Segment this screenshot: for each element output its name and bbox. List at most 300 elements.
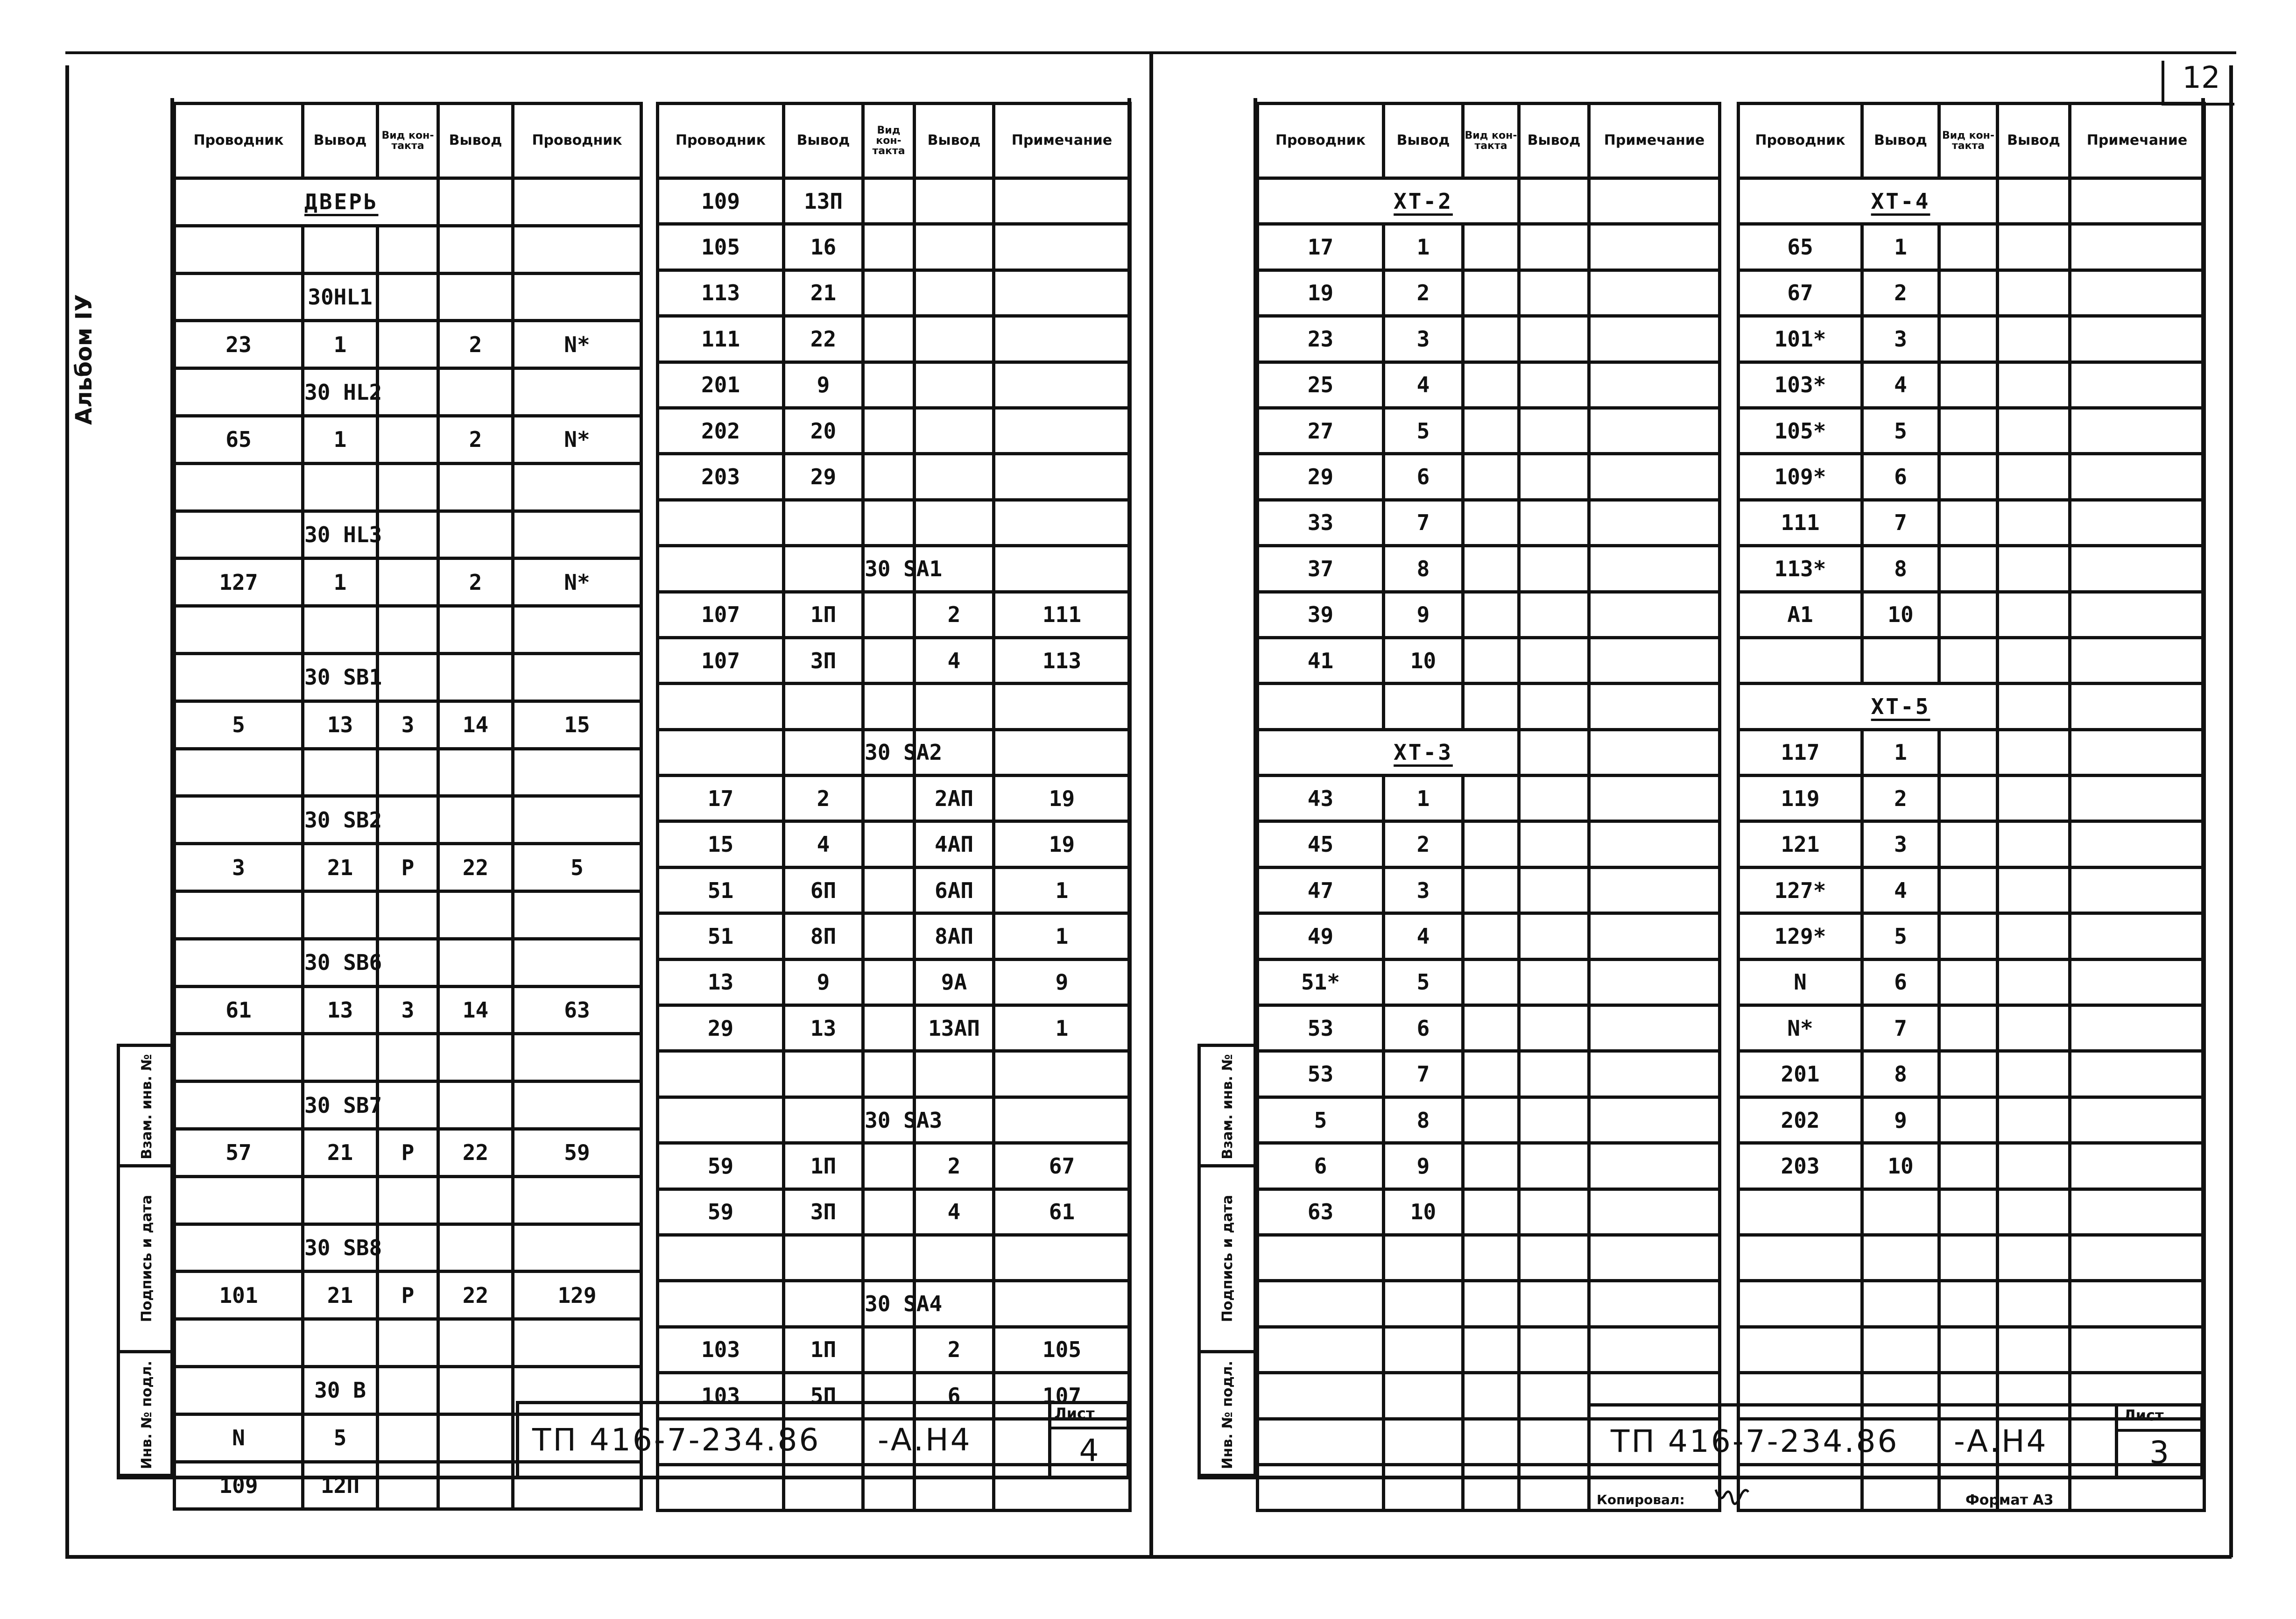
table-cell: [378, 559, 438, 606]
table-cell: N*: [513, 559, 641, 606]
table-cell: [1939, 546, 1998, 592]
table-cell: [175, 796, 303, 844]
table-row: [175, 226, 641, 273]
header-conductor: Проводник: [175, 104, 303, 178]
table-cell: [1463, 913, 1519, 959]
table-row: [658, 637, 1130, 683]
table-cell: 111: [994, 592, 1130, 637]
doc-suffix-right: -А.Н4: [1954, 1423, 2048, 1459]
header-terminal: Вывод: [784, 104, 863, 178]
table-cell: [1998, 1189, 2070, 1235]
table-cell: [378, 226, 438, 273]
table-cell: [1589, 270, 1720, 316]
table-cell: 30 SA2: [863, 729, 915, 775]
table-cell: [863, 821, 915, 867]
table-cell: [1939, 454, 1998, 500]
table-cell: [1519, 1143, 1589, 1189]
table-row: [175, 321, 641, 368]
side-label-inv: Инв. № подл.: [1219, 1360, 1236, 1470]
table-cell: [863, 867, 915, 913]
table-cell: [863, 1235, 915, 1280]
table-cell: [915, 316, 994, 362]
table-cell: [513, 749, 641, 796]
table-row: [658, 178, 1130, 224]
table-cell: [1739, 1235, 1862, 1280]
table-cell: [378, 178, 438, 226]
table-cell: [1998, 1281, 2070, 1327]
table-cell: [863, 684, 915, 729]
table-cell: 30 SA3: [863, 1097, 915, 1143]
table-cell: 2: [438, 321, 513, 368]
table-cell: 4: [784, 821, 863, 867]
table-row: [175, 511, 641, 559]
table-cell: [175, 891, 303, 939]
table-cell: [1519, 1373, 1589, 1419]
table-cell: [863, 178, 915, 224]
header-contact-type: Вид кон-такта: [1463, 104, 1519, 178]
table-row: [658, 316, 1130, 362]
table-cell: 67: [994, 1143, 1130, 1189]
table-cell: 113*: [1739, 546, 1862, 592]
table-cell: N*: [1739, 1005, 1862, 1051]
header-terminal: Вывод: [1519, 104, 1589, 178]
table-cell: [1939, 913, 1998, 959]
table-cell: 22: [438, 1272, 513, 1319]
table-cell: 45: [1258, 821, 1384, 867]
table-cell: [863, 776, 915, 821]
table-cell: [2070, 1281, 2204, 1327]
table-cell: 7: [1862, 500, 1939, 545]
table-cell: 14: [438, 986, 513, 1034]
table-cell: [1384, 1327, 1463, 1372]
table-cell: 1: [303, 559, 378, 606]
table-cell: [994, 546, 1130, 592]
table-cell: 1П: [784, 592, 863, 637]
table-cell: 3: [1384, 867, 1463, 913]
table-cell: [784, 1051, 863, 1097]
table-row: [1258, 729, 1720, 775]
table-cell: 29: [658, 1005, 784, 1051]
table-cell: [1589, 684, 1720, 729]
table-cell: [1463, 776, 1519, 821]
doc-suffix-left: -А.Н4: [878, 1422, 972, 1458]
header-contact-type: Вид кон-такта: [863, 104, 915, 178]
table-cell: [994, 454, 1130, 500]
table-cell: [1519, 1281, 1589, 1327]
table-cell: [1519, 1051, 1589, 1097]
table-cell: [513, 463, 641, 511]
table-cell: 1: [303, 416, 378, 463]
table-cell: 13: [303, 986, 378, 1034]
header-contact-type: Вид кон-такта: [1939, 104, 1998, 178]
table-row: [175, 273, 641, 321]
table-cell: [1463, 1281, 1519, 1327]
table-cell: N*: [513, 321, 641, 368]
table-cell: [1998, 316, 2070, 362]
table-cell: 113: [658, 270, 784, 316]
doc-code-right: ТП 416-7-234.86: [1611, 1423, 1899, 1459]
table-cell: [1519, 821, 1589, 867]
table-cell: [1463, 1051, 1519, 1097]
table-cell: [915, 454, 994, 500]
table-cell: 3П: [784, 1189, 863, 1235]
table-cell: [994, 1051, 1130, 1097]
table-cell: 129*: [1739, 913, 1862, 959]
table-cell: [513, 1082, 641, 1129]
table-cell: [438, 606, 513, 654]
table-cell: [1998, 867, 2070, 913]
table-cell: 1: [994, 913, 1130, 959]
table-row: [1739, 637, 2204, 683]
table-row: [1739, 178, 2204, 224]
table-row: [658, 454, 1130, 500]
table-cell: [1589, 959, 1720, 1005]
table-cell: 29: [1258, 454, 1384, 500]
table-cell: 59: [658, 1189, 784, 1235]
table-cell: [2070, 1051, 2204, 1097]
table-cell: [1739, 178, 1862, 224]
table-cell: [438, 749, 513, 796]
table-cell: 43: [1258, 776, 1384, 821]
table-cell: [1384, 684, 1463, 729]
table-row: [658, 224, 1130, 270]
table-cell: [1463, 592, 1519, 637]
table-cell: [994, 270, 1130, 316]
table-cell: [994, 362, 1130, 408]
table-cell: 109: [658, 178, 784, 224]
table-body: [1258, 178, 1720, 1511]
table-body: [175, 178, 641, 1509]
table-cell: [1998, 1051, 2070, 1097]
table-cell: 8: [1384, 546, 1463, 592]
table-cell: 103: [658, 1373, 784, 1419]
table-cell: 5: [1384, 408, 1463, 453]
table-row: [1258, 408, 1720, 453]
table-cell: [1463, 224, 1519, 270]
table-cell: 101*: [1739, 316, 1862, 362]
table-cell: 107: [994, 1373, 1130, 1419]
table-cell: 109: [175, 1462, 303, 1509]
table-cell: 2: [915, 1143, 994, 1189]
table-cell: [784, 546, 863, 592]
table-row: [1739, 1097, 2204, 1143]
table-cell: 1: [1862, 729, 1939, 775]
table-cell: [1258, 178, 1384, 224]
table-cell: [1862, 1281, 1939, 1327]
header-conductor: Проводник: [658, 104, 784, 178]
table-cell: [1998, 684, 2070, 729]
table-cell: 21: [303, 1272, 378, 1319]
table-cell: [1589, 821, 1720, 867]
table-cell: 2: [438, 559, 513, 606]
table-cell: [378, 1462, 438, 1509]
table-row: [658, 546, 1130, 592]
table-cell: [1998, 362, 2070, 408]
table-cell: 8: [1862, 1051, 1939, 1097]
table-row: [658, 362, 1130, 408]
table-cell: [1589, 454, 1720, 500]
table-cell: 29: [784, 454, 863, 500]
table-cell: [378, 1414, 438, 1462]
table-cell: ДВЕРЬ: [303, 178, 378, 226]
table-cell: [438, 1319, 513, 1367]
table-cell: [513, 1176, 641, 1224]
table-cell: [1939, 1235, 1998, 1280]
table-row: [1258, 1005, 1720, 1051]
table-cell: 13: [303, 701, 378, 749]
table-cell: 8П: [784, 913, 863, 959]
table-cell: [1258, 1464, 1384, 1510]
table-cell: [994, 500, 1130, 545]
table-cell: [1589, 1143, 1720, 1189]
table-cell: [1463, 1005, 1519, 1051]
table-row: [1739, 1281, 2204, 1327]
header-terminal: Вывод: [1384, 104, 1463, 178]
table-cell: [1862, 1327, 1939, 1372]
table-cell: [994, 224, 1130, 270]
table-cell: [2070, 270, 2204, 316]
left-border: [65, 65, 69, 1557]
table-cell: 1: [1862, 224, 1939, 270]
table-cell: 202: [1739, 1097, 1862, 1143]
table-cell: 4: [915, 637, 994, 683]
table-cell: 17: [658, 776, 784, 821]
table-cell: [1519, 684, 1589, 729]
table-row: [1258, 1327, 1720, 1372]
table-cell: P: [378, 844, 438, 891]
table-cell: [1258, 1373, 1384, 1419]
table-cell: 2: [1862, 776, 1939, 821]
table-cell: [2070, 1235, 2204, 1280]
table-cell: [1589, 500, 1720, 545]
table-cell: [1939, 178, 1998, 224]
table-cell: 113: [994, 637, 1130, 683]
table-cell: [1998, 1235, 2070, 1280]
table-row: [1739, 224, 2204, 270]
table-cell: [2070, 362, 2204, 408]
table-cell: [2070, 224, 2204, 270]
table-cell: [1589, 776, 1720, 821]
table-cell: [1862, 1235, 1939, 1280]
table-cell: [1739, 637, 1862, 683]
table-cell: [438, 463, 513, 511]
table-cell: [303, 1176, 378, 1224]
table-cell: [1463, 178, 1519, 224]
table-cell: [1939, 1005, 1998, 1051]
table-cell: [303, 463, 378, 511]
table-row: [1739, 867, 2204, 913]
header-conductor: Проводник: [513, 104, 641, 178]
table-cell: 4: [1384, 913, 1463, 959]
table-cell: 201: [1739, 1051, 1862, 1097]
table-cell: [784, 1281, 863, 1327]
table-row: [1739, 1327, 2204, 1372]
table-cell: 20: [784, 408, 863, 453]
table-cell: [1998, 408, 2070, 453]
table-cell: 2: [438, 416, 513, 463]
table-cell: [1939, 362, 1998, 408]
table-cell: 4АП: [915, 821, 994, 867]
table-cell: 30 B: [303, 1366, 378, 1414]
table-cell: [1258, 684, 1384, 729]
table-cell: [658, 500, 784, 545]
table-cell: 3: [378, 701, 438, 749]
table-cell: 111: [658, 316, 784, 362]
table-cell: XT-2: [1384, 178, 1463, 224]
table-cell: [994, 684, 1130, 729]
table-cell: [863, 592, 915, 637]
table-row: [1739, 592, 2204, 637]
table-row: [1739, 454, 2204, 500]
table-cell: N: [175, 1414, 303, 1462]
table-cell: [994, 316, 1130, 362]
table-cell: [1463, 959, 1519, 1005]
table-row: [658, 1235, 1130, 1280]
table-cell: [658, 1281, 784, 1327]
table-cell: 4: [1862, 362, 1939, 408]
table-cell: [863, 1143, 915, 1189]
table-row: [1739, 1189, 2204, 1235]
table-cell: 30 SA1: [863, 546, 915, 592]
table-cell: [1939, 1189, 1998, 1235]
table-cell: A1: [1739, 592, 1862, 637]
table-cell: 4: [1384, 362, 1463, 408]
table-cell: [1998, 224, 2070, 270]
table-cell: [378, 796, 438, 844]
table-cell: [1589, 592, 1720, 637]
table-cell: [994, 178, 1130, 224]
table-cell: [863, 913, 915, 959]
table-row: [658, 1005, 1130, 1051]
table-cell: 30 SB1: [303, 653, 378, 701]
table-row: [1258, 913, 1720, 959]
table-cell: [1589, 1097, 1720, 1143]
table-cell: [1519, 1097, 1589, 1143]
table-cell: 105*: [1739, 408, 1862, 453]
table-cell: [1739, 1189, 1862, 1235]
table-cell: [863, 224, 915, 270]
table-cell: [1939, 408, 1998, 453]
table-cell: [378, 416, 438, 463]
table-cell: 10: [1384, 1189, 1463, 1235]
table-cell: 59: [513, 1129, 641, 1176]
table-cell: 9: [784, 959, 863, 1005]
table-cell: [175, 1224, 303, 1272]
table-cell: [175, 511, 303, 559]
table-cell: [1519, 178, 1589, 224]
table-row: [658, 1189, 1130, 1235]
table-cell: [1998, 1143, 2070, 1189]
table-cell: [2070, 178, 2204, 224]
table-cell: 1П: [784, 1327, 863, 1372]
table-cell: 30 SB2: [303, 796, 378, 844]
table-cell: [438, 178, 513, 226]
table-cell: [438, 1224, 513, 1272]
table-cell: 22: [438, 844, 513, 891]
table-cell: [1998, 1005, 2070, 1051]
table-cell: 129: [513, 1272, 641, 1319]
table-cell: [378, 273, 438, 321]
table-cell: [1939, 684, 1998, 729]
table-row: [175, 1224, 641, 1272]
table-cell: 37: [1258, 546, 1384, 592]
table-cell: [438, 226, 513, 273]
table-cell: 6: [1258, 1143, 1384, 1189]
table-row: [175, 368, 641, 416]
table-row: [658, 867, 1130, 913]
table-cell: 2: [915, 1327, 994, 1372]
table-cell: [513, 178, 641, 226]
table-cell: 5: [1258, 1097, 1384, 1143]
table-cell: N*: [513, 416, 641, 463]
table-cell: [378, 1082, 438, 1129]
table-row: [1258, 546, 1720, 592]
table-row: [658, 408, 1130, 453]
table-cell: [1519, 454, 1589, 500]
table-cell: [303, 1319, 378, 1367]
table-cell: [1939, 270, 1998, 316]
bottom-border: [65, 1555, 2232, 1559]
table-cell: [1463, 362, 1519, 408]
table-cell: [2070, 684, 2204, 729]
sheet-box-divider-left: [1048, 1427, 1130, 1429]
table-row: [658, 729, 1130, 775]
table-cell: [1519, 500, 1589, 545]
table-row: [1258, 362, 1720, 408]
table-cell: [1998, 913, 2070, 959]
table-cell: [863, 1005, 915, 1051]
side-label-vzam: Взам. инв. №: [1219, 1054, 1236, 1159]
table-cell: [1939, 867, 1998, 913]
table-cell: 3: [1862, 821, 1939, 867]
table-cell: [513, 891, 641, 939]
table-cell: 65: [175, 416, 303, 463]
header-terminal: Вывод: [303, 104, 378, 178]
table-row: [1258, 178, 1720, 224]
table-row: [1739, 500, 2204, 545]
table-row: [658, 776, 1130, 821]
conductor-table-door: [173, 102, 643, 1511]
table-cell: 1: [1384, 776, 1463, 821]
table-cell: [784, 500, 863, 545]
table-cell: 27: [1258, 408, 1384, 453]
table-cell: [2070, 546, 2204, 592]
table-cell: [863, 959, 915, 1005]
header-note: Примечание: [2070, 104, 2204, 178]
table-cell: XT-5: [1862, 684, 1939, 729]
table-row: [1739, 729, 2204, 775]
table-cell: [1939, 729, 1998, 775]
table-cell: [1463, 684, 1519, 729]
table-row: [658, 959, 1130, 1005]
table-cell: [175, 463, 303, 511]
table-row: [1739, 821, 2204, 867]
table-cell: 103: [658, 1327, 784, 1372]
table-cell: [1939, 637, 1998, 683]
table-row: [1258, 224, 1720, 270]
table-cell: [915, 408, 994, 453]
table-cell: 9: [1862, 1097, 1939, 1143]
header-terminal: Вывод: [438, 104, 513, 178]
table-cell: [513, 939, 641, 986]
table-cell: 203: [1739, 1143, 1862, 1189]
table-cell: [2070, 454, 2204, 500]
table-cell: [513, 226, 641, 273]
sheet-box-divider-right: [2115, 1429, 2204, 1432]
table-cell: 105: [994, 1327, 1130, 1372]
table-row: [1739, 270, 2204, 316]
table-cell: [1384, 1373, 1463, 1419]
